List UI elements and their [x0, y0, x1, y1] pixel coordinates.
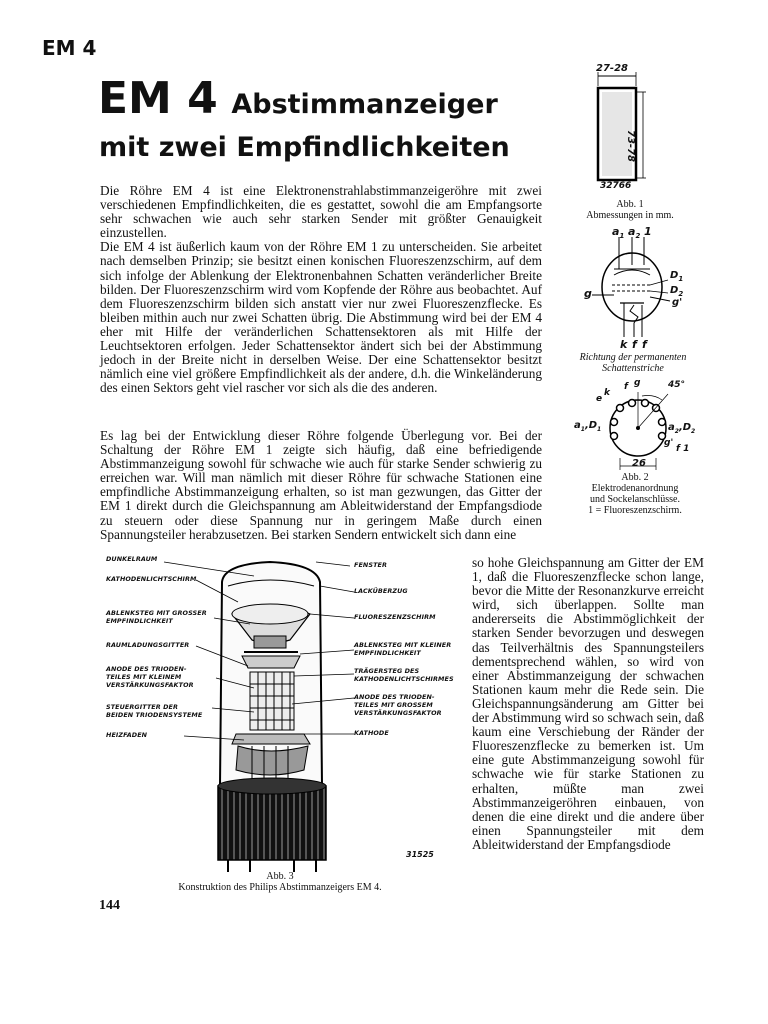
pin-a2 [628, 225, 640, 240]
socket-a1-sub: 1 [580, 426, 585, 433]
label-ablenksteg-gross-2: EMPFINDLICHKEIT [106, 617, 173, 625]
fig1-caption [560, 199, 700, 221]
fig3-caption-title: Abb. 3 [266, 871, 294, 882]
socket-f2: f [676, 444, 680, 454]
pin-a2-sub: 2 [635, 232, 641, 241]
title-text: Abstimmanzeiger [231, 89, 498, 120]
label-anode-klein-2: TEILES MIT KLEINEM [106, 673, 182, 681]
pin-a2-letter: a [628, 225, 636, 238]
label-anode-klein-3: VERSTÄRKUNGSFAKTOR [106, 681, 194, 689]
socket-a2-letter: a [668, 422, 675, 433]
pin-d2-sub: 2 [678, 290, 684, 298]
pin-1: 1 [644, 225, 652, 238]
socket-g: g [634, 378, 641, 388]
label-traegersteg-2: KATHODENLICHTSCHIRMES [354, 675, 454, 683]
socket-d1-sub: 1 [597, 426, 602, 433]
figure-3 [104, 556, 464, 876]
schematic-caption [560, 352, 706, 374]
socket-g-prime: g' [664, 438, 674, 448]
fig3-caption-text: Konstruktion des Philips Abstimmanzeigers EM 4. [178, 882, 382, 893]
figure-2 [572, 378, 708, 474]
figure-1 [586, 62, 676, 192]
socket-f: f [624, 382, 628, 392]
dim-diameter: 27-28 [596, 63, 628, 74]
socket-1 [676, 444, 689, 454]
socket-dim: 26 [632, 458, 646, 469]
paragraph-3-a [100, 429, 542, 542]
fig2-caption-line1: Elektrodenanordnung [591, 483, 679, 494]
socket-d1-letter: ,D [584, 420, 598, 431]
pin-k: k [620, 338, 628, 351]
fig1-code: 32766 [600, 181, 632, 191]
paragraph-4: so hohe Gleichspannung am Gitter der EM 1, daß die Fluoreszenzflecke schon lange, bevor die Mitte der Resonanzkurve erreicht wird, sich überlappen. Sollte man andererseits die Abstimmöglichkeit der starken Sender bevorzugen und deswegen das Teilverhältnis des Spannungsteilers dementsprechend wählen, so wird von einer Abstimmanzeigung der schwachen Stationen kaum mehr die Rede sein. Die Gleichspannungsänderung am Gitter bei der Abstimmung wird so schwach sein, daß kaum eine Verschiebung der Ränder der Fluoreszenzflecke zu bemerken ist. Um eine gute Abstimmanzeigung sowohl für schwache wie für starke Stationen zu erhalten, müßte man zwei Abstimmanzeigeröhren einbauen, von denen die eine direkt und die andere über einen Spannungsteiler mit dem Ableitwiderstand der Empfangsdiode [472, 555, 704, 852]
socket-a1-letter: a [574, 420, 581, 431]
label-steuergitter-1: STEUERGITTER DER [106, 703, 178, 711]
socket-a2-sub: 2 [674, 428, 679, 435]
label-anode-gross-2: TEILES MIT GROSSEM [354, 701, 433, 709]
label-anode-gross-3: VERSTÄRKUNGSFAKTOR [354, 709, 442, 717]
label-ablenksteg-klein-2: EMPFINDLICHKEIT [354, 649, 421, 657]
title-model: EM 4 [98, 73, 218, 124]
schematic-caption-line1: Richtung der permanenten [579, 352, 687, 363]
fig1-caption-text: Abmessungen in mm. [586, 210, 674, 221]
socket-one: 1 [683, 444, 690, 454]
fig2-caption [560, 472, 710, 516]
main-text-mid [100, 429, 542, 542]
schematic-caption-line2: Schattenstriche [602, 363, 664, 374]
pin-g-prime: g' [672, 297, 683, 308]
paragraph-2: Die EM 4 ist äußerlich kaum von der Röhre EM 1 zu unterscheiden. Sie arbeitet nach demselben Prinzip; sie besitzt einen konischen Fluoreszenzschirm, auf dem sich infolge der Ablenkung der Elektronenbahnen Schatten veränderlicher Breite bilden. Der Fluoreszenzschirm wird vom Kopfende der Röhre aus beobachtet. Auf dem Fluoreszenzschirm bilden sich anstatt vier nur zwei Fluoreszenzflecke. Es bleiben mithin auch nur zwei Schatten übrig. Die Abstimmung wird bei der EM 4 eher mit Hilfe der veränderlichen Schattensektoren als mit Hilfe der Leuchtsektoren erfolgen. Jeder Schattensektor ändert sich bei der Abstimmung jedoch in der Breite nicht in derselben Weise. Der eine Schattensektor besitzt nämlich eine viel größere Empfindlichkeit als der andere, d.h. die Winkeländerung des einen Sektors geht viel rascher vor sich als die des anderen. [100, 239, 542, 396]
socket-angle: 45° [668, 380, 686, 390]
tube-outline-drawing [586, 62, 676, 192]
label-ablenksteg-gross-1: ABLENKSTEG MIT GROSSER [106, 609, 207, 617]
label-raumladungsgitter: RAUMLADUNGSGITTER [106, 641, 190, 649]
socket-e: e [596, 394, 603, 404]
dim-length: 73-78 [625, 130, 636, 162]
fig2-caption-line2: und Sockelanschlüsse. [590, 494, 680, 505]
pin-d1-sub: 1 [678, 275, 684, 283]
socket-d2-sub: 2 [691, 428, 696, 435]
label-heizfaden: HEIZFADEN [106, 731, 148, 739]
label-fluoreszenzschirm: FLUORESZENZSCHIRM [354, 613, 436, 621]
label-traegersteg-1: TRÄGERSTEG DES [354, 667, 420, 675]
fig1-caption-title: Abb. 1 [616, 199, 644, 210]
socket-d2-letter: ,D [678, 422, 692, 433]
pin-a1-sub: 1 [619, 232, 625, 241]
pin-a1-letter: a [612, 225, 620, 238]
label-lackueberzug: LACKÜBERZUG [354, 587, 408, 595]
page-subtitle: mit zwei Empfindlichkeiten [99, 132, 510, 163]
label-steuergitter-2: BEIDEN TRIODENSYSTEME [106, 711, 203, 719]
fig2-caption-title: Abb. 2 [621, 472, 649, 483]
page-title [98, 73, 498, 124]
fig3-code: 31525 [406, 850, 434, 859]
running-head: EM 4 [42, 36, 97, 60]
paragraph-1: Die Röhre EM 4 ist eine Elektronenstrahlabstimmanzeigeröhre mit zwei verschiedenen Empfindlichkeiten, die es gestattet, sowohl die am Empfangsorte sehr schwachen wie auch sehr starken Sender mit größter Genauigkeit einzustellen. [100, 183, 542, 241]
label-kathode: KATHODE [354, 729, 389, 737]
electrode-schematic [584, 225, 694, 355]
label-ablenksteg-klein-1: ABLENKSTEG MIT KLEINER [354, 641, 452, 649]
paragraph-3: Es lag bei der Entwicklung dieser Röhre folgende Überlegung vor. Bei der Schaltung der Röhre EM 1 zeigte sich häufig, daß eine befriedigende Abstimmanzeigung sowohl für schwache wie auch für starke Sender schwierig zu erreichen war. Will man nämlich mit dieser Röhre für schwache Stationen eine empfindliche Abstimmanzeigung erhalten, so ist man gezwungen, das Gitter der EM 1 direkt durch die Gleichspannung am Ableitwiderstand der Empfangsdiode zu steuern oder diese Spannung nur in geringem Maße durch einen Spannungsteiler herabzusetzen. Bei starken Sendern entwickelt sich dann eine [100, 428, 542, 542]
pin-a1 [612, 225, 624, 240]
pin-d1 [670, 270, 683, 283]
label-anode-klein-1: ANODE DES TRIODEN- [106, 665, 187, 673]
fig3-caption [130, 871, 430, 893]
pin-f1: f [632, 338, 637, 351]
label-fenster: FENSTER [354, 561, 388, 569]
socket-k: k [604, 388, 610, 398]
socket-a1-d1 [574, 420, 601, 433]
label-kathodenlichtschirm: KATHODENLICHTSCHIRM [106, 575, 197, 583]
pin-d1-letter: D [670, 270, 679, 281]
fig2-caption-line3: 1 = Fluoreszenzschirm. [588, 505, 682, 516]
pin-g: g [584, 287, 592, 300]
page-number: 144 [99, 898, 120, 913]
socket-a2-d2 [668, 422, 695, 435]
label-anode-gross-1: ANODE DES TRIODEN- [354, 693, 435, 701]
pin-d2-letter: D [670, 285, 679, 296]
main-text-top [100, 184, 542, 395]
pin-f2: f [642, 338, 647, 351]
right-column-text [472, 556, 704, 852]
label-dunkelraum: DUNKELRAUM [106, 555, 158, 563]
